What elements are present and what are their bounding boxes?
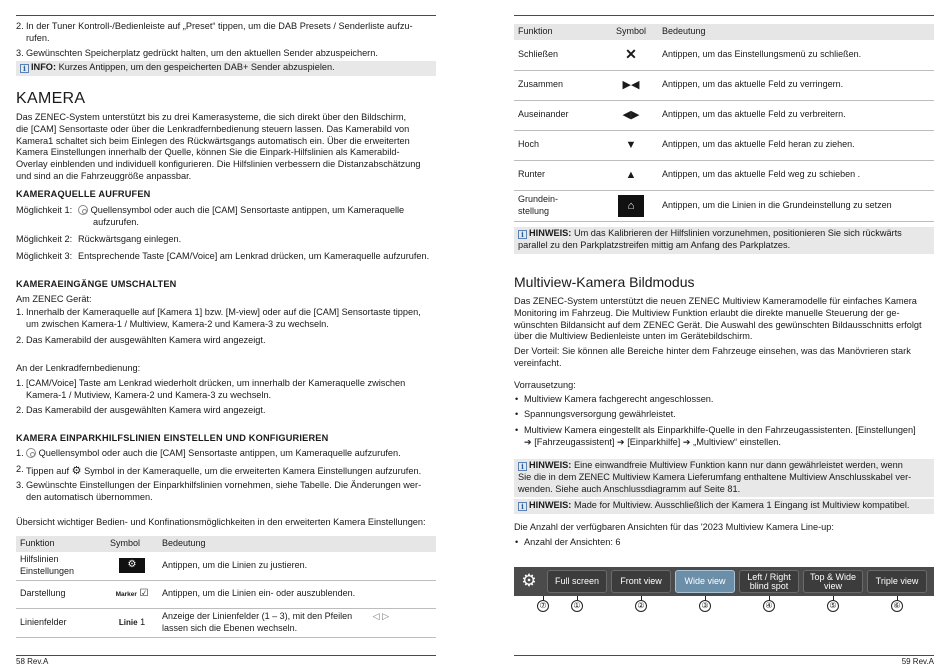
hinweis-box: i HINWEIS: Eine einwandfreie Multiview Funktion kann nur dann gewährleistet werden, wenn Sie die in dem ZENEC Multiview Kamera Lieferumfang enthaltene Multiview Anschlusskabel ver- wenden. Siehe auch Anschlussdiagramm auf Seite 81. [514, 459, 934, 497]
callout-1: ① [571, 600, 583, 612]
wide-view-button[interactable]: Wide view [675, 570, 735, 593]
multiview-control-bar [514, 567, 934, 596]
col-bedeutung: Bedeutung [658, 24, 934, 40]
full-screen-button[interactable]: Full screen [547, 570, 607, 593]
collapse-icon[interactable]: ▶◀ [604, 70, 658, 100]
info-icon: i [518, 230, 527, 239]
right-page [514, 0, 934, 670]
expand-icon[interactable]: ◀▶ [604, 100, 658, 130]
table-row: Linienfelder Linie 1 Anzeige der Linienfelder (1 – 3), mit den Pfeilen ◁ ▷ lassen sich die Ebenen wechseln. [16, 608, 436, 637]
list-item: • Spannungsversorgung gewährleistet. [515, 409, 676, 419]
hinweis-box: i HINWEIS: Made for Multiview. Ausschließlich der Kamera 1 Eingang ist Multiview kompatibel. [514, 499, 934, 514]
table-row: Auseinander ◀▶ Antippen, um das aktuelle Feld zu verbreitern. [514, 100, 934, 130]
page-number-right: 59 Rev.A [901, 657, 934, 666]
list-text: Gewünschten Speicherplatz gedrückt halten, um den aktuellen Sender abzuspeichern. [26, 48, 378, 58]
col-funktion: Funktion [514, 24, 604, 40]
camera-source-icon [78, 205, 88, 215]
list-text: In der Tuner Kontroll-/Bedienleiste auf „Preset“ tippen, um die DAB Presets / Senderliste aufzu- [26, 21, 413, 31]
settings-table-right [514, 24, 934, 222]
table-row: Runter ▲ Antippen, um das aktuelle Feld weg zu schieben . [514, 160, 934, 190]
moeglichkeit-1: Möglichkeit 1: Quellensymbol oder auch die [CAM] Sensortaste antippen, um Kameraquelle aufzurufen. [16, 205, 405, 227]
info-icon: i [518, 462, 527, 471]
lenkrad-label: An der Lenkradfernbedienung: [16, 363, 141, 373]
list-item: • Anzahl der Ansichten: 6 [515, 537, 621, 547]
table-row: Darstellung Marker ☑ Antippen, um die Linien ein- oder auszublenden. [16, 580, 436, 608]
list-item: 2. Tippen auf ⚙ Symbol in der Kameraquelle, um die erweiterten Kamera Einstellungen aufzurufen. [16, 464, 422, 477]
front-view-button[interactable]: Front view [611, 570, 671, 593]
table-row: Zusammen ▶◀ Antippen, um das aktuelle Feld zu verringern. [514, 70, 934, 100]
arrow-left-right-icon: ◁ ▷ [372, 610, 389, 621]
table-row: Schließen ✕ Antippen, um das Einstellungsmenü zu schließen. [514, 40, 934, 70]
callout-3: ③ [699, 600, 711, 612]
section-title-multiview: Multiview-Kamera Bildmodus [514, 274, 695, 290]
callout-5: ⑤ [827, 600, 839, 612]
col-symbol: Symbol [106, 536, 158, 552]
blind-spot-button[interactable]: Left / Right blind spot [739, 570, 799, 593]
callout-2: ② [635, 600, 647, 612]
info-icon: i [20, 64, 29, 73]
list-item: 2. Das Kamerabild der ausgewählten Kamera wird angezeigt. [16, 335, 266, 345]
arrow-down-icon[interactable]: ▼ [604, 130, 658, 160]
gear-icon[interactable]: ⚙ [521, 571, 537, 590]
reset-icon[interactable]: ⌂ [618, 195, 644, 217]
linie-label: Linie [118, 617, 138, 627]
settings-table-left [16, 536, 436, 638]
list-item: 2. In der Tuner Kontroll-/Bedienleiste auf „Preset“ tippen, um die DAB Presets / Senderliste aufzu- rufen. [16, 21, 436, 45]
camera-source-icon [26, 448, 36, 458]
hinweis-box: i HINWEIS: Um das Kalibrieren der Hilfslinien vorzunehmen, positionieren Sie sich rückwärts parallel zu den Parkplatzstreifen mittig am Anfang des Parkplatzes. [514, 227, 934, 254]
callout-4: ④ [763, 600, 775, 612]
table-row: Grundein- stellung ⌂ Antippen, um die Linien in die Grundeinstellung zu setzen [514, 190, 934, 221]
col-symbol: Symbol [604, 24, 658, 40]
list-item: 1. Quellensymbol oder auch die [CAM] Sensortaste antippen, um Kameraquelle aufzurufen. [16, 448, 401, 458]
list-item: 1. Innerhalb der Kameraquelle auf [Kamera 1] bzw. [M-view] oder auf die [CAM] Sensortaste tippen, um zwischen Kamera-1 / Multiview, Kamera-2 und Kamera-3 zu wechseln. [16, 307, 421, 329]
gear-icon: ⚙ [71, 465, 82, 477]
vorteil-text: Der Vorteil: Sie können alle Bereiche hinter dem Fahrzeuge einsehen, was das Manövrieren stark vereinfacht. [514, 346, 911, 368]
heading-einparkhilfslinien: KAMERA EINPARKHILFSLINIEN EINSTELLEN UND KONFIGURIEREN [16, 433, 329, 443]
marker-label: Marker [115, 590, 137, 598]
left-page: 2. In der Tuner Kontroll-/Bedienleiste auf „Preset“ tippen, um die DAB Presets / Senderliste aufzu- rufen. 3. Gewünschten Speicherplatz gedrückt halten, um den aktuellen Sender abzuspeichern. i INFO: Kurzes Antippen, um den gespeicherten DAB+ Sender abzuspielen. KAMERA Das ZENEC-System unterstützt bis zu drei Kamerasysteme, die sich direkt über den Bildschirm, die [CAM] Sensortaste oder über die Lenkradfernbedienung steuern lassen. Das Kamerabild von Kamera1 schaltet sich beim Einlegen des Rückwärtsgangs automatisch ein. Über die erweiterten Kamera Einstellungen innerhalb der Quelle, können Sie die Einpark-Hilfslinien als Kamerabild- Overlay einblenden und individuell konfigurieren. Die Hilfslinien verbessern die Distanzabschätzung und sind an die Fahrzeuggröße anpassbar. KAMERAQUELLE AUFRUFEN Möglichkeit 1: Quellensymbol oder auch die [CAM] Sensortaste antippen, um Kameraquelle aufzurufen. Möglichkeit 2: Rückwärtsgang einlegen. Möglichkeit 3: Entsprechende Taste [CAM/Voice] am Lenkrad drücken, um Kameraquelle aufzurufen. KAMERAEINGÄNGE UMSCHALTEN Am ZENEC Gerät: 1. Innerhalb der Kameraquelle auf [Kamera 1] bzw. [M-view] oder auf die [CAM] Sensortaste tippen, um zwischen Kamera-1 / Multiview, Kamera-2 und Kamera-3 zu wechseln. 2. Das Kamerabild der ausgewählten Kamera wird angezeigt. An der Lenkradfernbedienung: 1. [CAM/Voice] Taste am Lenkrad wiederholt drücken, um innerhalb der Kameraquelle zwischen Kamera-1 / Mutiview, Kamera-2 und Kamera-3 zu wechseln. 2. Das Kamerabild der ausgewählten Kamera wird angezeigt. KAMERA EINPARKHILFSLINIEN EINSTELLEN UND KONFIGURIEREN 1. Quellensymbol oder auch die [CAM] Sensortaste antippen, um Kameraquelle aufzurufen. 2. Tippen auf ⚙ Symbol in der Kameraquelle, um die erweiterten Kamera Einstellungen aufzurufen. 3. Gewünschte Einstellungen der Einparkhilfslinien vornehmen, siehe Tabelle. Die Änderungen wer- den automatisch übernommen. Übersicht wichtiger Bedien- und Konfinationsmöglichkeiten in den erweiterten Kamera Einstellungen: Funktion Symbol Bedeutung Hilfslinien Einstellungen ⚙ Antippen, um die Linien zu justieren. Darstellung Marker ☑ Antippen, um die Linien ein- oder auszublenden. Linienfelder Linie 1 Anzeige der Linienfelder (1 – 3), mit den Pfeilen ◁ ▷ lassen sich die Ebenen wechseln. 58 Rev.A [16, 0, 436, 670]
multiview-intro: Das ZENEC-System unterstützt die neuen ZENEC Multiview Kameramodelle für einfaches Kamera Monitoring im Fahrzeug. Die Multiview Funktion erlaubt die direkte manuelle Steuerung der ge- wünschten Bildansicht auf dem ZENEC Gerät. Die Auswahl des gewünschten Bildausschnitts erfolgt über die Multiview Bedienleiste unten im Gerätebildschirm. [514, 296, 922, 342]
triple-view-button[interactable]: Triple view [867, 570, 927, 593]
callout-7: ⑦ [537, 600, 549, 612]
arrow-up-icon[interactable]: ▲ [604, 160, 658, 190]
callout-6: ⑥ [891, 600, 903, 612]
list-item: • Multiview Kamera eingestellt als Einparkhilfe-Quelle in den Fahrzeugassistenten. [Einstellungen] ➔ [Fahrzeugassistent] ➔ [Einparkhilfe] ➔ „Multiview“ einstellen. [515, 425, 916, 447]
table-row: Hilfslinien Einstellungen ⚙ Antippen, um die Linien zu justieren. [16, 552, 436, 580]
page-number-left: 58 Rev.A [16, 657, 49, 666]
heading-kameraquelle: KAMERAQUELLE AUFRUFEN [16, 189, 151, 199]
list-item: • Multiview Kamera fachgerecht angeschlossen. [515, 394, 714, 404]
kamera-intro: Das ZENEC-System unterstützt bis zu drei Kamerasysteme, die sich direkt über den Bildschirm, die [CAM] Sensortaste oder über die Lenkradfernbedienung steuern lassen. Das Kamerabild von Kamera1 schaltet sich beim Einlegen des Rückwärtsgangs automatisch ein. Über die erweiterten Kamera Einstellungen innerhalb der Quelle, können Sie die Einpark-Hilfslinien als Kamerabild- Overlay einblenden und individuell konfigurieren. Die Hilfslinien verbessern die Distanzabschätzung und sind an die Fahrzeuggröße anpassbar. [16, 112, 421, 181]
info-box: i INFO: Kurzes Antippen, um den gespeicherten DAB+ Sender abzuspielen. [16, 61, 436, 76]
uebersicht-text: Übersicht wichtiger Bedien- und Konfinationsmöglichkeiten in den erweiterten Kamera Einstellungen: [16, 517, 426, 527]
ansichten-text: Die Anzahl der verfügbaren Ansichten für das '2023 Multiview Kamera Line-up: [514, 522, 834, 532]
section-title-kamera: KAMERA [16, 90, 86, 107]
table-row: Hoch ▼ Antippen, um das aktuelle Feld heran zu ziehen. [514, 130, 934, 160]
list-item: 2. Das Kamerabild der ausgewählten Kamera wird angezeigt. [16, 405, 266, 415]
top-wide-view-button[interactable]: Top & Wide view [803, 570, 863, 593]
list-text: rufen. [26, 32, 50, 43]
info-icon: i [518, 502, 527, 511]
am-geraet-label: Am ZENEC Gerät: [16, 294, 92, 304]
col-funktion: Funktion [16, 536, 106, 552]
checkbox-icon[interactable]: ☑ [139, 587, 149, 599]
col-bedeutung: Bedeutung [158, 536, 436, 552]
heading-kameraeingaenge: KAMERAEINGÄNGE UMSCHALTEN [16, 279, 177, 289]
vorrausetzung-label: Vorrausetzung: [514, 380, 576, 390]
list-item: 3. Gewünschte Einstellungen der Einparkhilfslinien vornehmen, siehe Tabelle. Die Änderungen wer- den automatisch übernommen. [16, 480, 422, 502]
close-icon[interactable]: ✕ [604, 40, 658, 70]
gear-box-icon[interactable]: ⚙ [119, 558, 146, 573]
list-item: 3. Gewünschten Speicherplatz gedrückt halten, um den aktuellen Sender abzuspeichern. [16, 48, 436, 60]
list-item: 1. [CAM/Voice] Taste am Lenkrad wiederholt drücken, um innerhalb der Kameraquelle zwischen Kamera-1 / Mutiview, Kamera-2 und Kamera-3 zu wechseln. [16, 378, 406, 400]
